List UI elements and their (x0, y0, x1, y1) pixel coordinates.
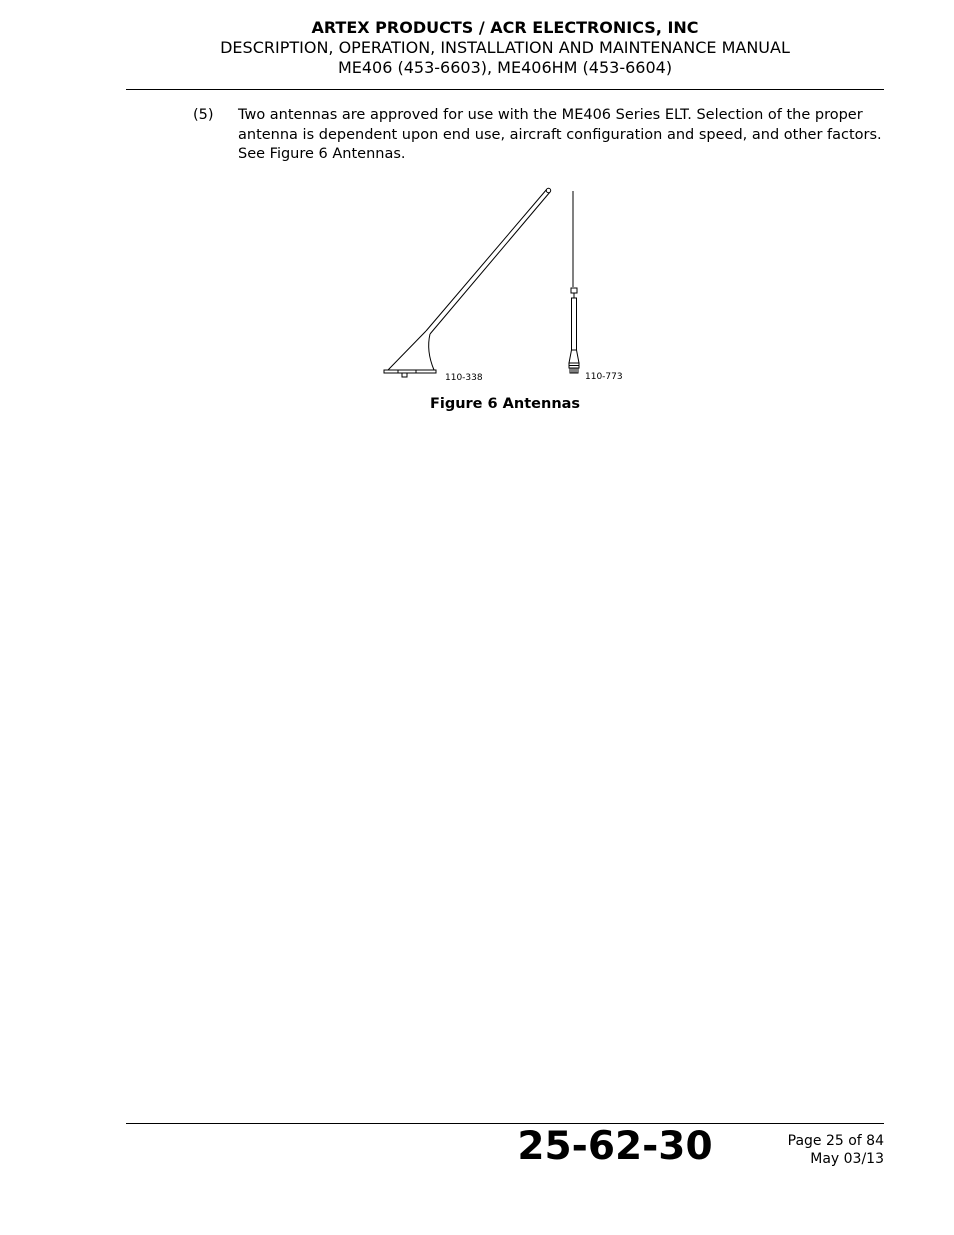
antennas-figure (380, 185, 630, 385)
page-number: Page 25 of 84 (787, 1133, 884, 1149)
page-header (126, 18, 884, 78)
revision-date: May 03/13 (810, 1151, 884, 1167)
document-number: 25-62-30 (517, 1124, 713, 1169)
model-numbers: ME406 (453-6603), ME406HM (453-6604) (337, 58, 673, 77)
antennas-drawing (380, 185, 630, 385)
antenna-label-110-773: 110-773 (585, 372, 623, 382)
antenna-110-338-drawing (384, 188, 551, 377)
header-divider (126, 89, 884, 90)
item-text: Two antennas are approved for use with the ME406 Series ELT. Selection of the proper antenna is dependent upon end use, aircraft configuration and speed, and other factors. See Figure 6 Antennas. (238, 107, 882, 162)
antenna-110-773-drawing (569, 191, 579, 373)
company-name: ARTEX PRODUCTS / ACR ELECTRONICS, INC (311, 18, 699, 37)
figure-caption: Figure 6 Antennas (429, 396, 581, 412)
page-info (740, 1132, 884, 1168)
item-number: (5) (193, 107, 214, 123)
manual-title: DESCRIPTION, OPERATION, INSTALLATION AND MAINTENANCE MANUAL (220, 38, 790, 57)
antenna-label-110-338: 110-338 (445, 373, 483, 383)
